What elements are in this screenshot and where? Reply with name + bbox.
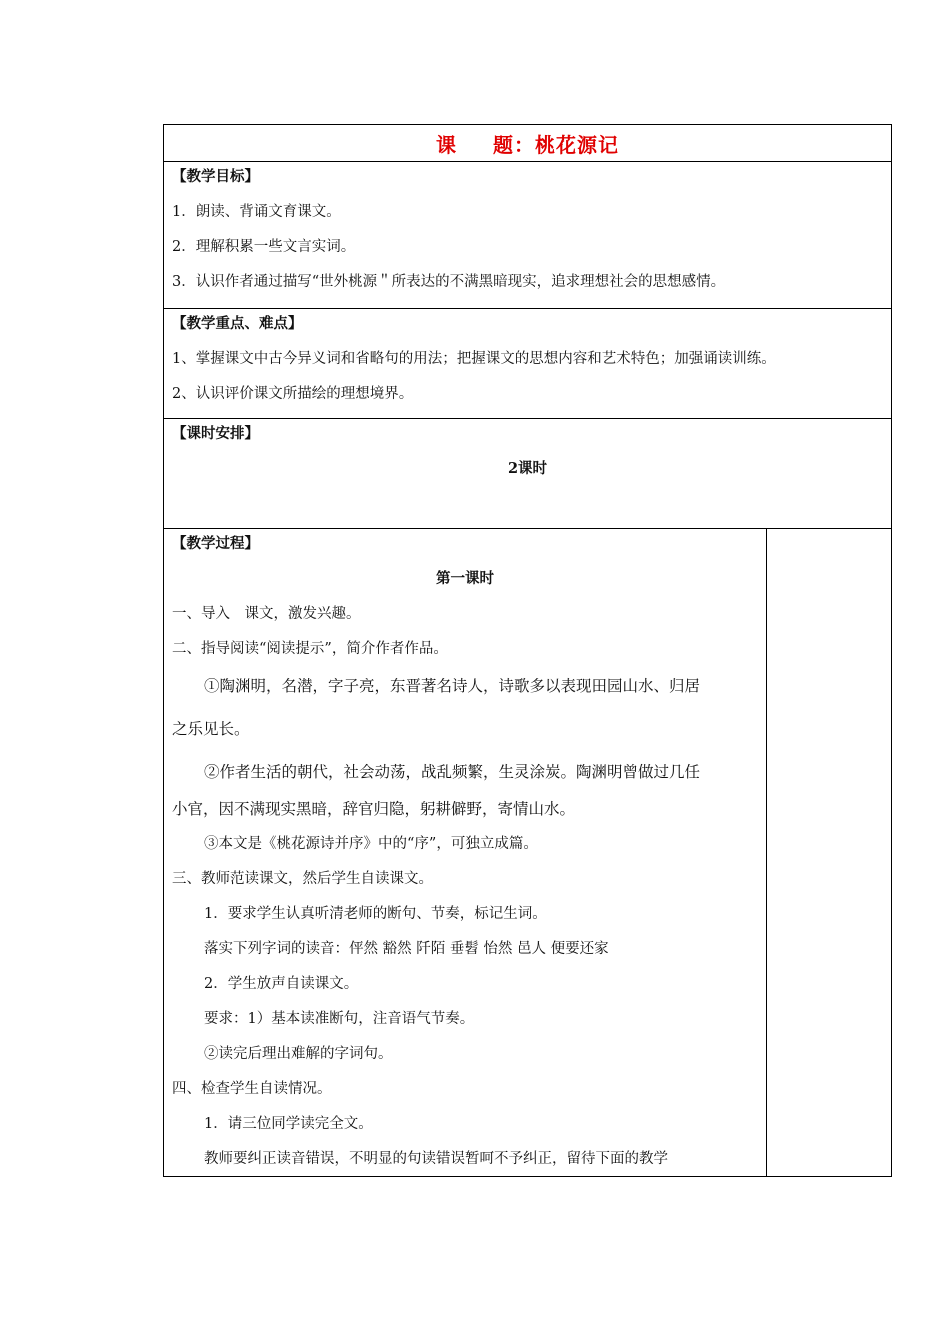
key-points-heading: 【教学重点、难点】 [172,315,303,332]
title-text: 题：桃花源记 [493,132,619,157]
objective-item: 1．朗读、背诵文育课文。 [172,204,341,220]
objectives-heading: 【教学目标】 [172,168,259,185]
objective-item: 2．理解积累一些文言实词。 [172,239,356,255]
schedule-value: 2课时 [507,460,548,477]
process-line: 之乐见长。 [172,720,250,738]
process-line: 四、检查学生自读情况。 [172,1081,332,1097]
process-heading: 【教学过程】 [172,535,259,552]
process-line: ①陶渊明，名潜，字子亮，东晋著名诗人，诗歌多以表现田园山水、归居 [204,677,701,695]
process-line: 二、指导阅读“阅读提示”，简介作者作品。 [172,641,448,657]
title-row [164,125,891,161]
objectives-section [164,161,891,308]
lesson-plan-table [163,124,892,1177]
key-point-item: 1、掌握课文中古今异义词和省略句的用法；把握课文的思想内容和艺术特色；加强诵读训练。 [172,351,776,367]
process-line: 教师要纠正读音错误，不明显的句读错误暂呵不予纠正，留待下面的教学 [204,1151,668,1167]
process-section [164,528,891,1176]
process-line: 2．学生放声自读课文。 [204,976,359,992]
process-line: 1．请三位同学读完全文。 [204,1116,373,1132]
process-line: 小官，因不满现实黑暗，辞官归隐，躬耕僻野，寄情山水。 [172,800,576,818]
process-line: 要求：1）基本读准断句，注音语气节奏。 [204,1011,475,1027]
key-point-item: 2、认识评价课文所描绘的理想境界。 [172,386,414,402]
objective-item: 3．认识作者通过描写“世外桃源＂所表达的不满黑暗现实，追求理想社会的思想感情。 [172,274,726,290]
process-main-cell [164,529,767,1176]
key-points-section [164,308,891,418]
schedule-heading: 【课时安排】 [172,425,259,442]
process-line: ②作者生活的朝代，社会动荡，战乱频繁，生灵涂炭。陶渊明曾做过几任 [204,763,701,781]
schedule-section [164,418,891,528]
process-subheading: 第一课时 [436,570,494,587]
process-notes-cell [767,529,891,1176]
title-label: 课 [436,132,457,157]
process-line: 落实下列字词的读音：伻然 豁然 阡陌 垂髫 怡然 邑人 便要还家 [204,941,609,957]
process-line: 一、导入 课文，激发兴趣。 [172,606,361,622]
process-line: ③本文是《桃花源诗并序》中的“序”，可独立成篇。 [204,836,538,852]
process-line: 三、教师范读课文，然后学生自读课文。 [172,871,433,887]
lesson-title [436,129,619,158]
process-line: ②读完后理出难解的字词句。 [204,1046,393,1062]
process-line: 1．要求学生认真听清老师的断句、节奏，标记生词。 [204,906,547,922]
